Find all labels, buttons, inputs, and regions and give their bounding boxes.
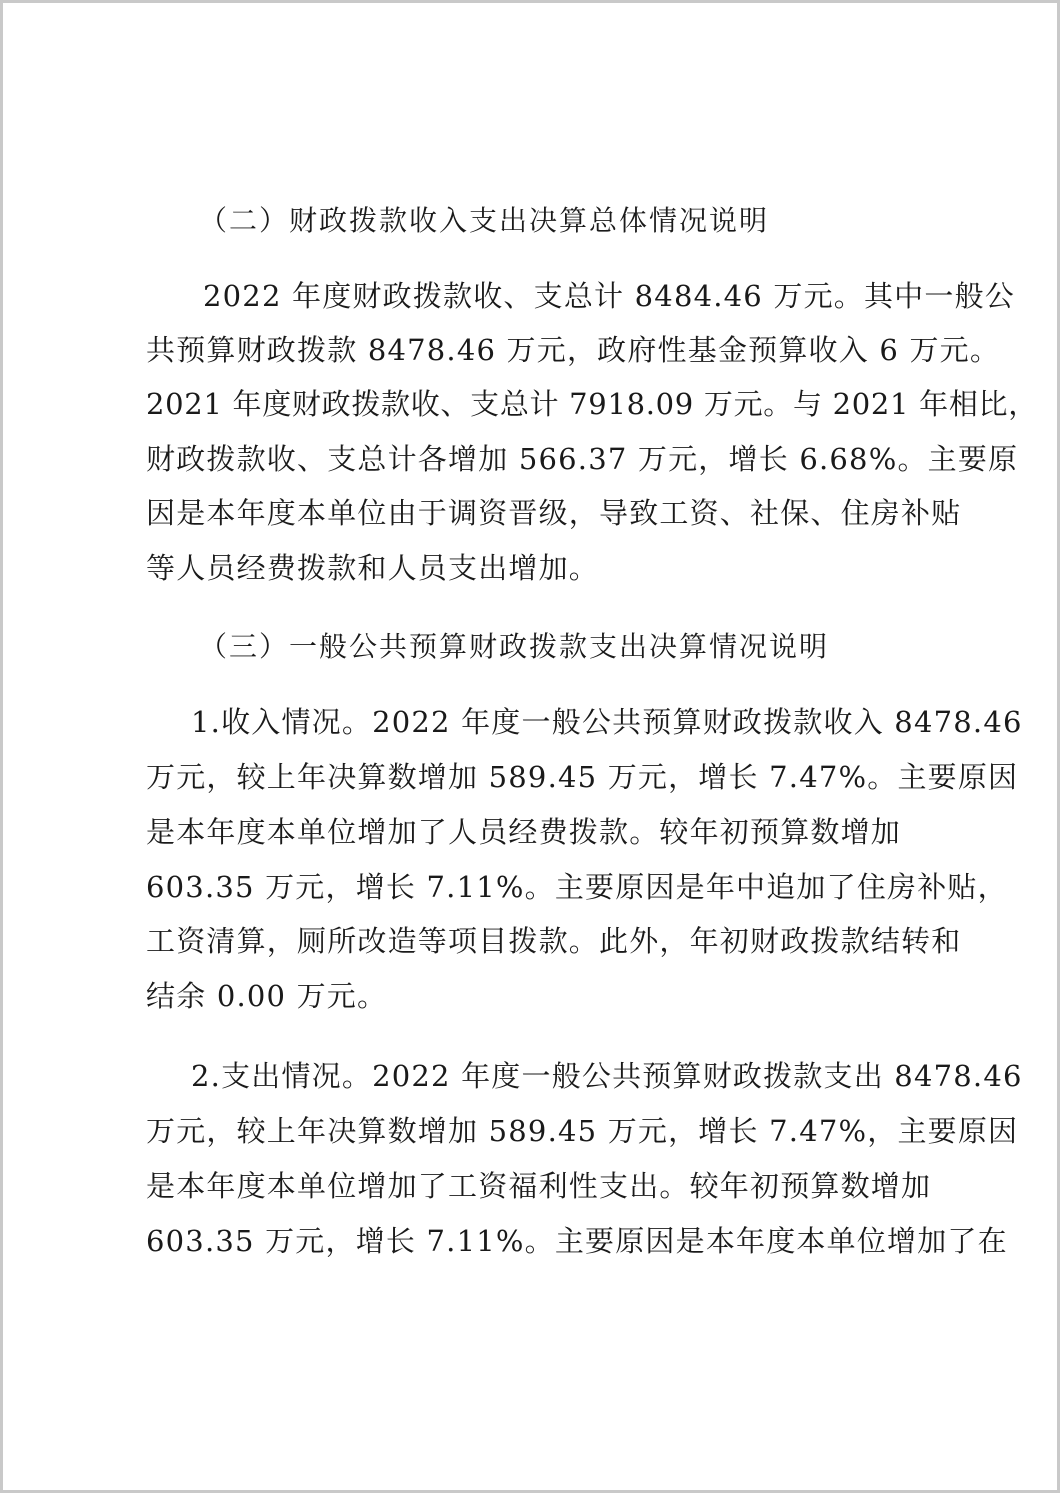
- paragraph-line: 共预算财政拨款 8478.46 万元，政府性基金预算收入 6 万元。: [146, 333, 1001, 367]
- paragraph-line: 工资清算，厕所改造等项目拨款。此外，年初财政拨款结转和: [146, 924, 962, 958]
- paragraph-line: 1.收入情况。2022 年度一般公共预算财政拨款收入 8478.46: [191, 705, 1023, 739]
- paragraph-line: 万元，较上年决算数增加 589.45 万元，增长 7.47%，主要原因: [146, 1114, 1019, 1148]
- paragraph-line: 财政拨款收、支总计各增加 566.37 万元，增长 6.68%。主要原: [146, 442, 1019, 476]
- paragraph-line: 是本年度本单位增加了工资福利性支出。较年初预算数增加: [146, 1169, 932, 1203]
- paragraph-line: 万元，较上年决算数增加 589.45 万元，增长 7.47%。主要原因: [146, 760, 1019, 794]
- paragraph-line: 603.35 万元，增长 7.11%。主要原因是年中追加了住房补贴，: [146, 870, 1008, 904]
- paragraph-line: 结余 0.00 万元。: [146, 979, 388, 1013]
- paragraph-line: 2.支出情况。2022 年度一般公共预算财政拨款支出 8478.46: [191, 1059, 1023, 1093]
- paragraph-line: 是本年度本单位增加了人员经费拨款。较年初预算数增加: [146, 815, 902, 849]
- section-heading-3: （三）一般公共预算财政拨款支出决算情况说明: [199, 630, 830, 663]
- paragraph-line: 2022 年度财政拨款收、支总计 8484.46 万元。其中一般公: [203, 279, 1015, 313]
- paragraph-line: 603.35 万元，增长 7.11%。主要原因是本年度本单位增加了在: [146, 1224, 1008, 1258]
- paragraph-line: 2021 年度财政拨款收、支总计 7918.09 万元。与 2021 年相比，: [146, 387, 1038, 421]
- section-heading-2: （二）财政拨款收入支出决算总体情况说明: [199, 204, 770, 237]
- paragraph-line: 因是本年度本单位由于调资晋级，导致工资、社保、住房补贴: [146, 496, 962, 530]
- paragraph-line: 等人员经费拨款和人员支出增加。: [146, 551, 600, 585]
